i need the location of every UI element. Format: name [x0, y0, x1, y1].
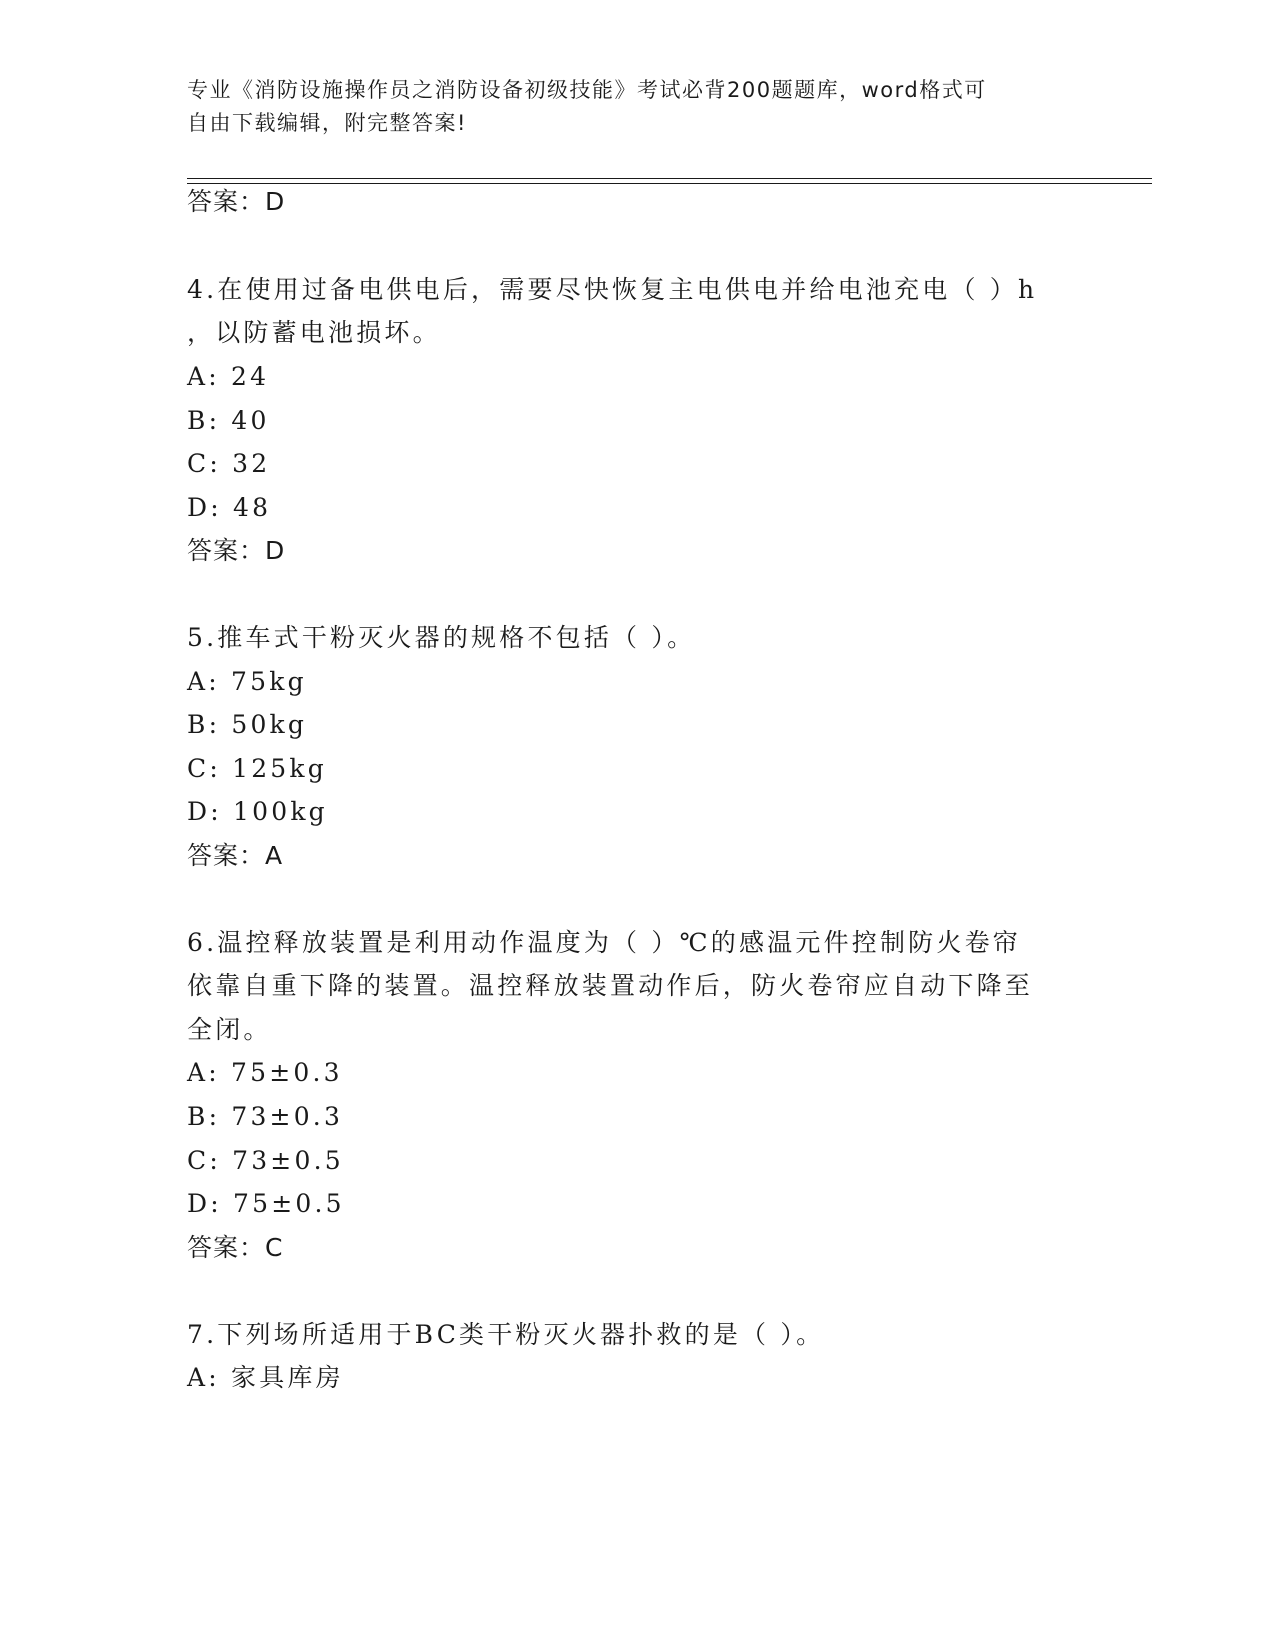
question-5-option-a: A: 75kg: [187, 667, 307, 696]
question-4-stem-line-1: 4.在使用过备电供电后，需要尽快恢复主电供电并给电池充电（ ）h: [187, 275, 1038, 304]
question-4-stem-line-2: ，以防蓄电池损坏。: [187, 318, 441, 347]
header-divider-top: [187, 178, 1152, 179]
question-6-option-b: B: 73±0.3: [187, 1102, 344, 1131]
question-6-stem-line-2: 依靠自重下降的装置。温控释放装置动作后，防火卷帘应自动下降至: [187, 971, 1034, 1000]
question-4-option-d: D: 48: [187, 493, 272, 522]
question-6-option-a: A: 75±0.3: [187, 1058, 343, 1087]
question-5-stem-line-1: 5.推车式干粉灭火器的规格不包括（ ）。: [187, 623, 696, 652]
question-6-option-d: D: 75±0.5: [187, 1189, 345, 1218]
previous-answer: 答案：D: [187, 187, 286, 216]
header-divider-bottom: [187, 183, 1152, 184]
header-title-line-1: 专业《消防设施操作员之消防设备初级技能》考试必背200题题库，word格式可: [187, 78, 987, 102]
question-7-stem-line-1: 7.下列场所适用于BC类干粉灭火器扑救的是（ ）。: [187, 1320, 825, 1349]
question-4-option-c: C: 32: [187, 449, 271, 478]
question-6-stem-line-1: 6.温控释放装置是利用动作温度为（ ）℃的感温元件控制防火卷帘: [187, 928, 1021, 957]
question-4-option-a: A: 24: [187, 362, 270, 391]
question-5-option-c: C: 125kg: [187, 754, 327, 783]
header-title-line-2: 自由下载编辑，附完整答案!: [187, 111, 467, 135]
question-5-option-d: D: 100kg: [187, 797, 328, 826]
question-6-stem-line-3: 全闭。: [187, 1015, 272, 1044]
question-6-answer: 答案：C: [187, 1233, 284, 1262]
question-4-option-b: B: 40: [187, 406, 270, 435]
question-5-answer: 答案：A: [187, 841, 284, 870]
question-7-option-a: A: 家具库房: [187, 1363, 344, 1392]
question-4-answer: 答案：D: [187, 536, 286, 565]
document-header: [187, 74, 1067, 140]
question-6-option-c: C: 73±0.5: [187, 1146, 344, 1175]
question-5-option-b: B: 50kg: [187, 710, 308, 739]
